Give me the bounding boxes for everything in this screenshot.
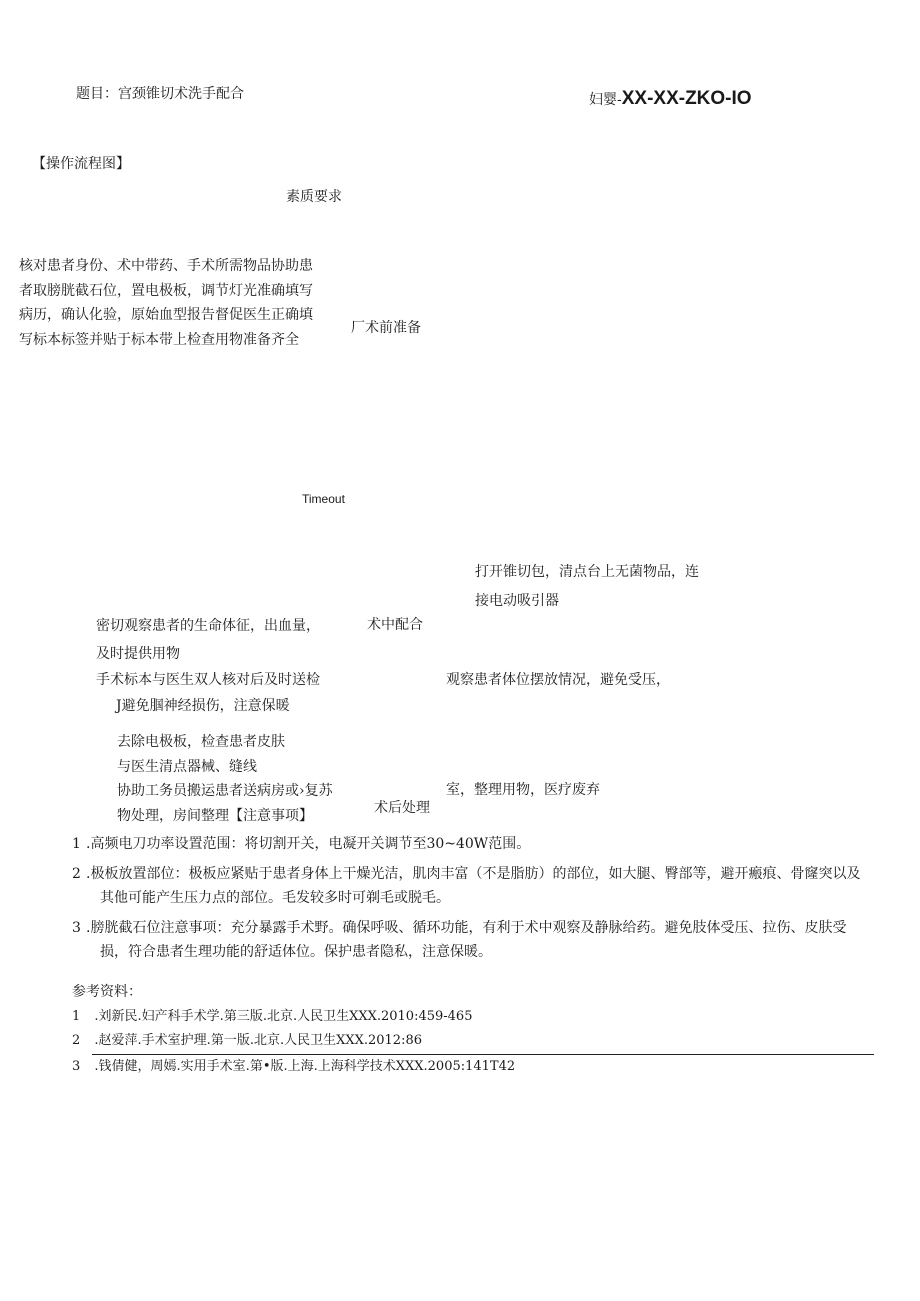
flow-preop-detail-line: 者取膀胱截石位，置电极板，调节灯光准确填写 bbox=[19, 282, 313, 299]
flow-postop-node: 术后处理 bbox=[374, 800, 430, 816]
flow-nerve-line: J避免腘神经损伤，注意保暖 bbox=[116, 698, 290, 714]
reference-number: 1 bbox=[72, 1009, 81, 1024]
flow-quality-node: 素质要求 bbox=[286, 189, 342, 205]
note-text: .膀胱截石位注意事项：充分暴露手术野。确保呼吸、循环功能，有利于术中观察及静脉给药。避免肢体受压、拉伤、皮肤受损，符合患者生理功能的舒适体位。保护患者隐私，注意保暖。 bbox=[86, 920, 847, 960]
note-item bbox=[72, 862, 872, 910]
flow-room-line: 室，整理用物，医疗废弃 bbox=[446, 782, 600, 798]
flow-intraop-right bbox=[475, 558, 699, 616]
flow-intraop-right-line: 打开锥切包，清点台上无菌物品，连 bbox=[475, 564, 699, 580]
reference-text: .钱倩健，周嫣.实用手术室.第•版.上海.上海科学技术XXX.2005:141T42 bbox=[94, 1059, 516, 1074]
flow-intraop-left-line: 及时提供用物 bbox=[96, 646, 180, 662]
horizontal-rule bbox=[92, 1054, 874, 1055]
section-heading: 【操作流程图】 bbox=[32, 156, 130, 172]
reference-item bbox=[72, 1034, 422, 1047]
flow-postop-line: 物处理，房间整理【注意事项】 bbox=[117, 807, 313, 824]
note-item bbox=[72, 832, 872, 856]
flow-intraop-right-line: 接电动吸引器 bbox=[475, 593, 559, 609]
flow-timeout-node: Timeout bbox=[302, 492, 345, 506]
reference-number: 3 bbox=[72, 1059, 81, 1074]
reference-number: 2 bbox=[72, 1033, 81, 1048]
document-code-number: XX-XX-ZKO-IO bbox=[621, 88, 752, 109]
flow-intraop-node: 术中配合 bbox=[367, 617, 423, 633]
reference-text: .赵爱萍.手术室护理.第一版.北京.人民卫生XXX.2012:86 bbox=[94, 1033, 422, 1048]
note-number: 3 bbox=[72, 920, 81, 936]
flow-postop-line: 与医生清点器械、缝线 bbox=[117, 758, 257, 775]
references-heading: 参考资料： bbox=[72, 984, 142, 1000]
note-number: 1 bbox=[72, 836, 81, 852]
flow-preop-detail-line: 病历，确认化验，原始血型报告督促医生正确填 bbox=[19, 307, 313, 323]
flow-postop-detail bbox=[117, 730, 333, 828]
flow-position-line: 观察患者体位摆放情况，避免受压， bbox=[446, 672, 670, 688]
note-number: 2 bbox=[72, 866, 81, 882]
flow-preop-detail bbox=[19, 254, 313, 352]
flow-postop-line: 去除电极板，检查患者皮肤 bbox=[117, 734, 285, 750]
flow-postop-line: 协助工务员搬运患者送病房或›复苏 bbox=[117, 783, 333, 799]
flow-preop-detail-line: 核对患者身份、术中带药、手术所需物品协助患 bbox=[19, 258, 313, 274]
document-code-prefix: 妇婴- bbox=[589, 92, 622, 108]
flow-intraop-left bbox=[96, 612, 320, 668]
note-text: .高频电刀功率设置范围：将切割开关，电凝开关调节至30~40W范围。 bbox=[86, 836, 531, 852]
document-title: 题目：宫颈锥切术洗手配合 bbox=[76, 86, 244, 102]
flow-specimen-line: 手术标本与医生双人核对后及时送检 bbox=[96, 672, 320, 688]
notes-list bbox=[72, 832, 872, 970]
note-text: .极板放置部位：极板应紧贴于患者身体上干燥光洁，肌肉丰富（不是脂肪）的部位，如大腿、臀部等，避开瘢痕、骨窿突以及其他可能产生压力点的部位。毛发较多时可剃毛或脱毛。 bbox=[86, 866, 861, 906]
reference-item bbox=[72, 1010, 472, 1023]
reference-item bbox=[72, 1060, 515, 1073]
flow-intraop-left-line: 密切观察患者的生命体征，出血量， bbox=[96, 618, 320, 634]
flow-preop-node: 厂术前准备 bbox=[351, 320, 421, 336]
flow-preop-detail-line: 写标本标签并贴于标本带上检查用物准备齐全 bbox=[19, 331, 299, 348]
document-code bbox=[589, 89, 752, 108]
reference-text: .刘新民.妇产科手术学.第三版.北京.人民卫生XXX.2010:459-465 bbox=[94, 1009, 473, 1024]
note-item bbox=[72, 916, 872, 964]
